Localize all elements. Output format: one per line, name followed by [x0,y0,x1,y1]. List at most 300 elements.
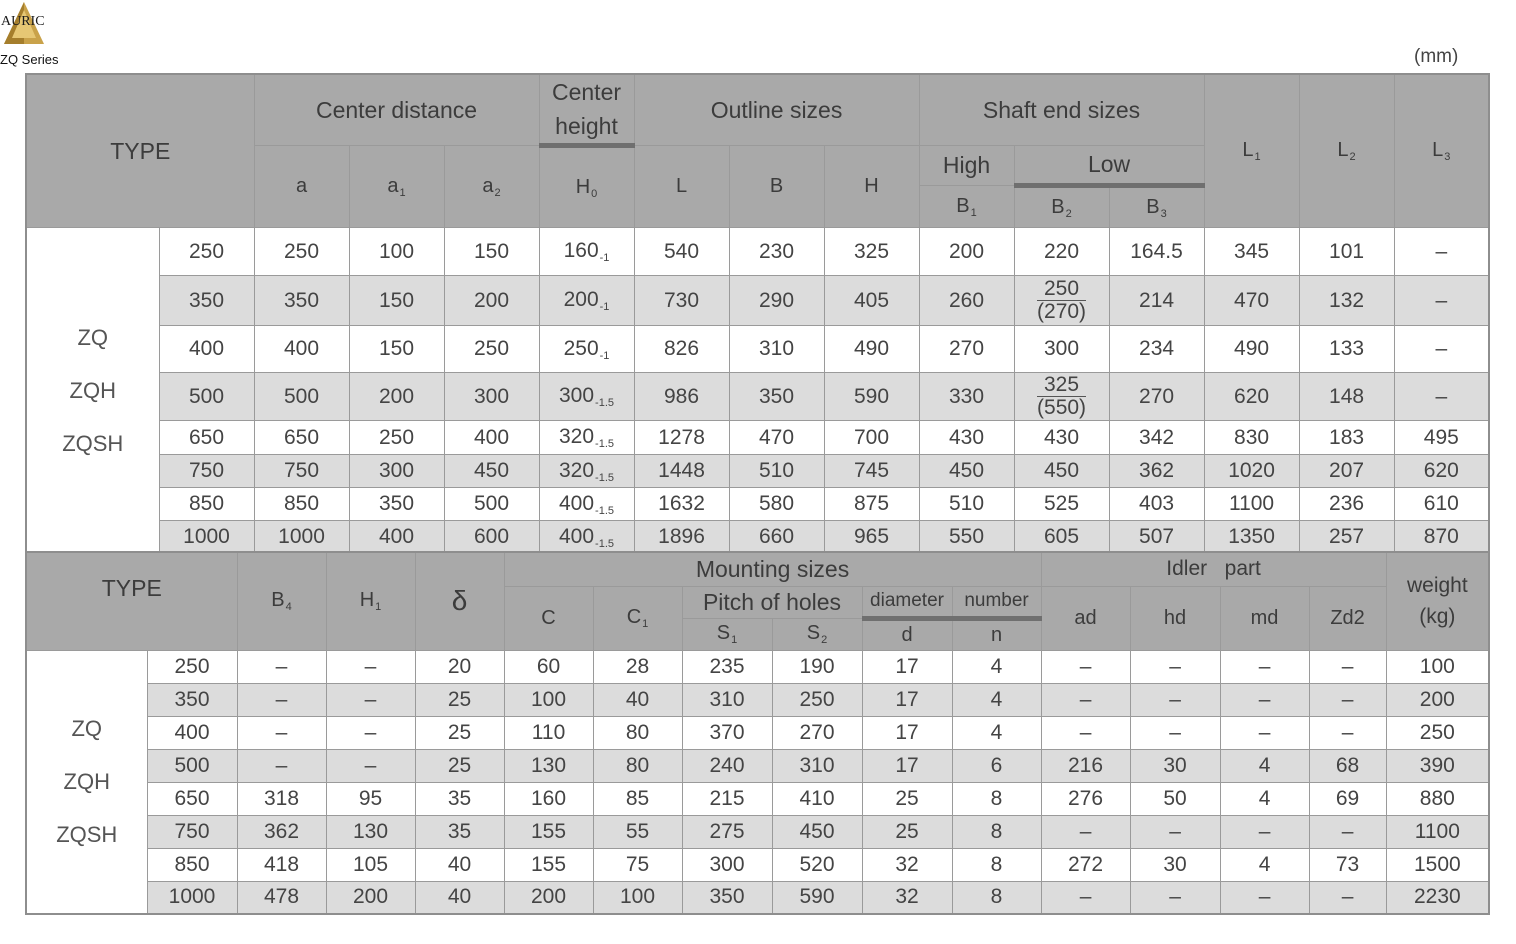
cell-zd2: 69 [1309,782,1386,815]
cell-B4: 478 [237,881,326,914]
cell-a: 750 [254,455,349,488]
cell-S2: 410 [772,782,862,815]
cell-a2: 200 [444,276,539,326]
cell-zd2: – [1309,881,1386,914]
cell-B1: 260 [919,276,1014,326]
cell-a1: 250 [349,421,444,455]
cell-weight: 100 [1386,650,1489,683]
cell-md: – [1220,683,1309,716]
cell-weight: 250 [1386,716,1489,749]
cell-zd2: – [1309,815,1386,848]
table-row [26,848,1489,881]
cell-L3: 620 [1394,455,1489,488]
cell-B2: 605 [1014,521,1109,555]
header-B1: $B_1$ [919,186,1014,228]
cell-C: 130 [504,749,593,782]
cell-L3: – [1394,373,1489,421]
header-d: d [862,618,952,650]
cell-size: 850 [147,848,237,881]
cell-zd2: – [1309,650,1386,683]
cell-weight: 2230 [1386,881,1489,914]
cell-L1: 470 [1204,276,1299,326]
cell-size: 1000 [159,521,254,555]
cell-B2: 525 [1014,488,1109,521]
table-row [26,276,1489,326]
cell-S1: 370 [682,716,772,749]
cell-n: 4 [952,716,1041,749]
cell-L: 986 [634,373,729,421]
mounting-table [25,551,1490,915]
cell-zd2: 73 [1309,848,1386,881]
type-label: ZQH [69,378,116,404]
type-label: ZQ [77,325,109,351]
cell-B4: – [237,650,326,683]
cell-C: 110 [504,716,593,749]
cell-B1: 510 [919,488,1014,521]
cell-L: 1278 [634,421,729,455]
cell-H1: 200 [326,881,415,914]
cell-a: 350 [254,276,349,326]
cell-L3: 870 [1394,521,1489,555]
cell-S1: 310 [682,683,772,716]
cell-size: 500 [147,749,237,782]
cell-a: 1000 [254,521,349,555]
type-label: ZQSH [56,822,118,848]
cell-md: 4 [1220,848,1309,881]
cell-hd: 30 [1130,848,1220,881]
cell-delta: 35 [415,782,504,815]
cell-B4: – [237,683,326,716]
cell-a1: 200 [349,373,444,421]
cell-C: 100 [504,683,593,716]
cell-L2: 133 [1299,326,1394,373]
header-high: High [919,146,1014,186]
cell-H: 325 [824,228,919,276]
cell-a2: 400 [444,421,539,455]
header-type: TYPE [26,74,254,228]
cell-L2: 132 [1299,276,1394,326]
header-shaft-end-sizes: Shaft end sizes [919,74,1204,146]
header-C: C [504,586,593,650]
cell-size: 650 [159,421,254,455]
cell-B1: 270 [919,326,1014,373]
cell-n: 8 [952,881,1041,914]
cell-L: 1448 [634,455,729,488]
cell-L1: 345 [1204,228,1299,276]
header-a: a [254,146,349,228]
table-row [26,521,1489,555]
cell-a: 400 [254,326,349,373]
cell-weight: 200 [1386,683,1489,716]
cell-d: 17 [862,650,952,683]
cell-a: 850 [254,488,349,521]
header-pitch-of-holes: Pitch of holes [682,586,862,618]
cell-md: – [1220,650,1309,683]
type-labels [26,650,147,914]
cell-L3: – [1394,276,1489,326]
cell-zd2: 68 [1309,749,1386,782]
cell-L: 730 [634,276,729,326]
cell-d: 17 [862,749,952,782]
cell-C: 60 [504,650,593,683]
cell-a1: 100 [349,228,444,276]
header-C1: $C_1$ [593,586,682,650]
cell-S1: 240 [682,749,772,782]
table-row [26,228,1489,276]
cell-S2: 190 [772,650,862,683]
cell-B4: 418 [237,848,326,881]
cell-B1: 200 [919,228,1014,276]
cell-size: 750 [159,455,254,488]
header-ad: ad [1041,586,1130,650]
cell-ad: 276 [1041,782,1130,815]
cell-L2: 148 [1299,373,1394,421]
header-center-height: Center height [539,74,634,146]
cell-B2: 450 [1014,455,1109,488]
cell-delta: 25 [415,749,504,782]
header-B2: $B_2$ [1014,186,1109,228]
type-label: ZQSH [62,431,124,457]
cell-H: 590 [824,373,919,421]
cell-H1: 130 [326,815,415,848]
cell-B1: 550 [919,521,1014,555]
type-labels [26,228,159,555]
cell-hd: – [1130,815,1220,848]
cell-a2: 600 [444,521,539,555]
header-outline-sizes: Outline sizes [634,74,919,146]
cell-L1: 1100 [1204,488,1299,521]
header-L3: $L_3$ [1394,74,1489,228]
cell-a2: 300 [444,373,539,421]
cell-B4: 318 [237,782,326,815]
cell-ad: 216 [1041,749,1130,782]
table-row [26,716,1489,749]
cell-h0: $160_{-1}$ [539,228,634,276]
cell-B: 660 [729,521,824,555]
cell-h0: $320_{-1.5}$ [539,421,634,455]
header-hd: hd [1130,586,1220,650]
cell-size: 750 [147,815,237,848]
cell-B3: 164.5 [1109,228,1204,276]
cell-B3: 214 [1109,276,1204,326]
cell-delta: 40 [415,848,504,881]
cell-H: 490 [824,326,919,373]
cell-L2: 101 [1299,228,1394,276]
cell-C1: 80 [593,749,682,782]
cell-C: 160 [504,782,593,815]
cell-B3: 342 [1109,421,1204,455]
cell-L1: 830 [1204,421,1299,455]
cell-L1: 620 [1204,373,1299,421]
cell-H1: 95 [326,782,415,815]
cell-n: 6 [952,749,1041,782]
cell-a2: 500 [444,488,539,521]
table-row [26,373,1489,421]
cell-L1: 490 [1204,326,1299,373]
cell-ad: 272 [1041,848,1130,881]
cell-S2: 310 [772,749,862,782]
type-label: ZQ [71,716,103,742]
cell-delta: 25 [415,716,504,749]
cell-H1: 105 [326,848,415,881]
cell-d: 17 [862,716,952,749]
cell-S2: 590 [772,881,862,914]
cell-H1: – [326,749,415,782]
cell-n: 4 [952,683,1041,716]
cell-B2: 220 [1014,228,1109,276]
cell-n: 8 [952,815,1041,848]
cell-n: 4 [952,650,1041,683]
table-row [26,782,1489,815]
cell-hd: 30 [1130,749,1220,782]
header-B: B [729,146,824,228]
cell-S1: 300 [682,848,772,881]
cell-L2: 183 [1299,421,1394,455]
cell-md: 4 [1220,749,1309,782]
header-low: Low [1014,146,1204,186]
cell-C: 200 [504,881,593,914]
cell-size: 250 [159,228,254,276]
cell-H: 745 [824,455,919,488]
dimensions-table [25,73,1490,556]
cell-C1: 40 [593,683,682,716]
header-a1: $a_1$ [349,146,444,228]
brand-logo [0,0,48,46]
cell-d: 32 [862,881,952,914]
cell-B3: 403 [1109,488,1204,521]
table-row [26,683,1489,716]
cell-size: 400 [159,326,254,373]
cell-a2: 150 [444,228,539,276]
unit-label: (mm) [1414,46,1459,67]
cell-L2: 257 [1299,521,1394,555]
cell-size: 350 [147,683,237,716]
cell-size: 400 [147,716,237,749]
cell-d: 25 [862,815,952,848]
table-row [26,881,1489,914]
cell-L: 826 [634,326,729,373]
cell-zd2: – [1309,683,1386,716]
cell-L3: – [1394,228,1489,276]
header-S1: $S_1$ [682,618,772,650]
cell-ad: – [1041,716,1130,749]
cell-a2: 250 [444,326,539,373]
cell-C1: 28 [593,650,682,683]
cell-weight: 1500 [1386,848,1489,881]
cell-L3: 610 [1394,488,1489,521]
cell-H: 700 [824,421,919,455]
cell-a: 250 [254,228,349,276]
header-md: md [1220,586,1309,650]
cell-delta: 25 [415,683,504,716]
header-H: H [824,146,919,228]
cell-md: 4 [1220,782,1309,815]
cell-a1: 400 [349,521,444,555]
cell-weight: 390 [1386,749,1489,782]
cell-B3: 507 [1109,521,1204,555]
header-B4: $B_4$ [237,552,326,650]
cell-ad: – [1041,815,1130,848]
cell-size: 850 [159,488,254,521]
cell-weight: 880 [1386,782,1489,815]
cell-hd: – [1130,683,1220,716]
cell-C: 155 [504,815,593,848]
header-a2: $a_2$ [444,146,539,228]
cell-B: 310 [729,326,824,373]
header-L1: $L_1$ [1204,74,1299,228]
cell-B1: 430 [919,421,1014,455]
cell-H1: – [326,650,415,683]
cell-hd: 50 [1130,782,1220,815]
cell-S2: 250 [772,683,862,716]
cell-B: 510 [729,455,824,488]
cell-L2: 236 [1299,488,1394,521]
header-weight: weight (kg) [1386,552,1489,650]
cell-delta: 20 [415,650,504,683]
cell-L: 540 [634,228,729,276]
cell-C1: 85 [593,782,682,815]
cell-B3: 234 [1109,326,1204,373]
cell-delta: 40 [415,881,504,914]
header-diameter: diameter [862,586,952,618]
cell-L: 1632 [634,488,729,521]
cell-C: 155 [504,848,593,881]
cell-B2: 430 [1014,421,1109,455]
cell-a1: 350 [349,488,444,521]
cell-C1: 80 [593,716,682,749]
cell-L: 1896 [634,521,729,555]
cell-B2: 300 [1014,326,1109,373]
cell-ad: – [1041,881,1130,914]
cell-d: 17 [862,683,952,716]
cell-H1: – [326,683,415,716]
table-row [26,749,1489,782]
header-number: number [952,586,1041,618]
cell-S1: 350 [682,881,772,914]
table-row [26,455,1489,488]
cell-B4: – [237,749,326,782]
cell-B: 350 [729,373,824,421]
cell-B1: 450 [919,455,1014,488]
cell-L1: 1350 [1204,521,1299,555]
header-h0: $H_0$ [539,146,634,228]
header-idler-part: Idler part [1041,552,1386,586]
cell-h0: $300_{-1.5}$ [539,373,634,421]
cell-size: 500 [159,373,254,421]
table-row [26,488,1489,521]
cell-size: 650 [147,782,237,815]
cell-S1: 215 [682,782,772,815]
header-center-distance: Center distance [254,74,539,146]
cell-L3: 495 [1394,421,1489,455]
header-type: TYPE [26,552,237,650]
cell-B3: 270 [1109,373,1204,421]
header-zd2: Zd2 [1309,586,1386,650]
cell-hd: – [1130,716,1220,749]
cell-H: 405 [824,276,919,326]
cell-n: 8 [952,782,1041,815]
header-S2: $S_2$ [772,618,862,650]
cell-L3: – [1394,326,1489,373]
cell-d: 25 [862,782,952,815]
cell-B: 580 [729,488,824,521]
cell-a: 650 [254,421,349,455]
cell-weight: 1100 [1386,815,1489,848]
header-delta: δ [415,552,504,650]
cell-L2: 207 [1299,455,1394,488]
cell-size: 350 [159,276,254,326]
type-label: ZQH [63,769,110,795]
cell-md: – [1220,881,1309,914]
cell-n: 8 [952,848,1041,881]
cell-h0: $400_{-1.5}$ [539,488,634,521]
cell-md: – [1220,716,1309,749]
cell-md: – [1220,815,1309,848]
cell-delta: 35 [415,815,504,848]
cell-a1: 150 [349,326,444,373]
cell-hd: – [1130,881,1220,914]
cell-H: 875 [824,488,919,521]
cell-B2: $\frac{250}{(270)}$ [1014,276,1109,326]
cell-ad: – [1041,650,1130,683]
cell-S1: 235 [682,650,772,683]
cell-L1: 1020 [1204,455,1299,488]
cell-hd: – [1130,650,1220,683]
cell-B4: – [237,716,326,749]
cell-B: 230 [729,228,824,276]
series-label: ZQ Series [0,52,59,67]
header-L: L [634,146,729,228]
cell-C1: 75 [593,848,682,881]
logo-text: AURIC [1,14,45,29]
cell-a1: 150 [349,276,444,326]
cell-C1: 100 [593,881,682,914]
cell-a2: 450 [444,455,539,488]
cell-B2: $\frac{325}{(550)}$ [1014,373,1109,421]
table-row [26,815,1489,848]
cell-B: 290 [729,276,824,326]
cell-S2: 270 [772,716,862,749]
cell-h0: $400_{-1.5}$ [539,521,634,555]
header-H1: $H_1$ [326,552,415,650]
cell-S1: 275 [682,815,772,848]
cell-B3: 362 [1109,455,1204,488]
cell-a: 500 [254,373,349,421]
table-row [26,650,1489,683]
cell-h0: $320_{-1.5}$ [539,455,634,488]
cell-B1: 330 [919,373,1014,421]
cell-h0: $250_{-1}$ [539,326,634,373]
table-row [26,326,1489,373]
cell-zd2: – [1309,716,1386,749]
header-n: n [952,618,1041,650]
cell-H1: – [326,716,415,749]
cell-h0: $200_{-1}$ [539,276,634,326]
cell-H: 965 [824,521,919,555]
cell-d: 32 [862,848,952,881]
table-row [26,421,1489,455]
cell-B4: 362 [237,815,326,848]
cell-C1: 55 [593,815,682,848]
cell-ad: – [1041,683,1130,716]
header-L2: $L_2$ [1299,74,1394,228]
cell-S2: 450 [772,815,862,848]
cell-a1: 300 [349,455,444,488]
cell-size: 250 [147,650,237,683]
cell-S2: 520 [772,848,862,881]
cell-size: 1000 [147,881,237,914]
header-mounting-sizes: Mounting sizes [504,552,1041,586]
